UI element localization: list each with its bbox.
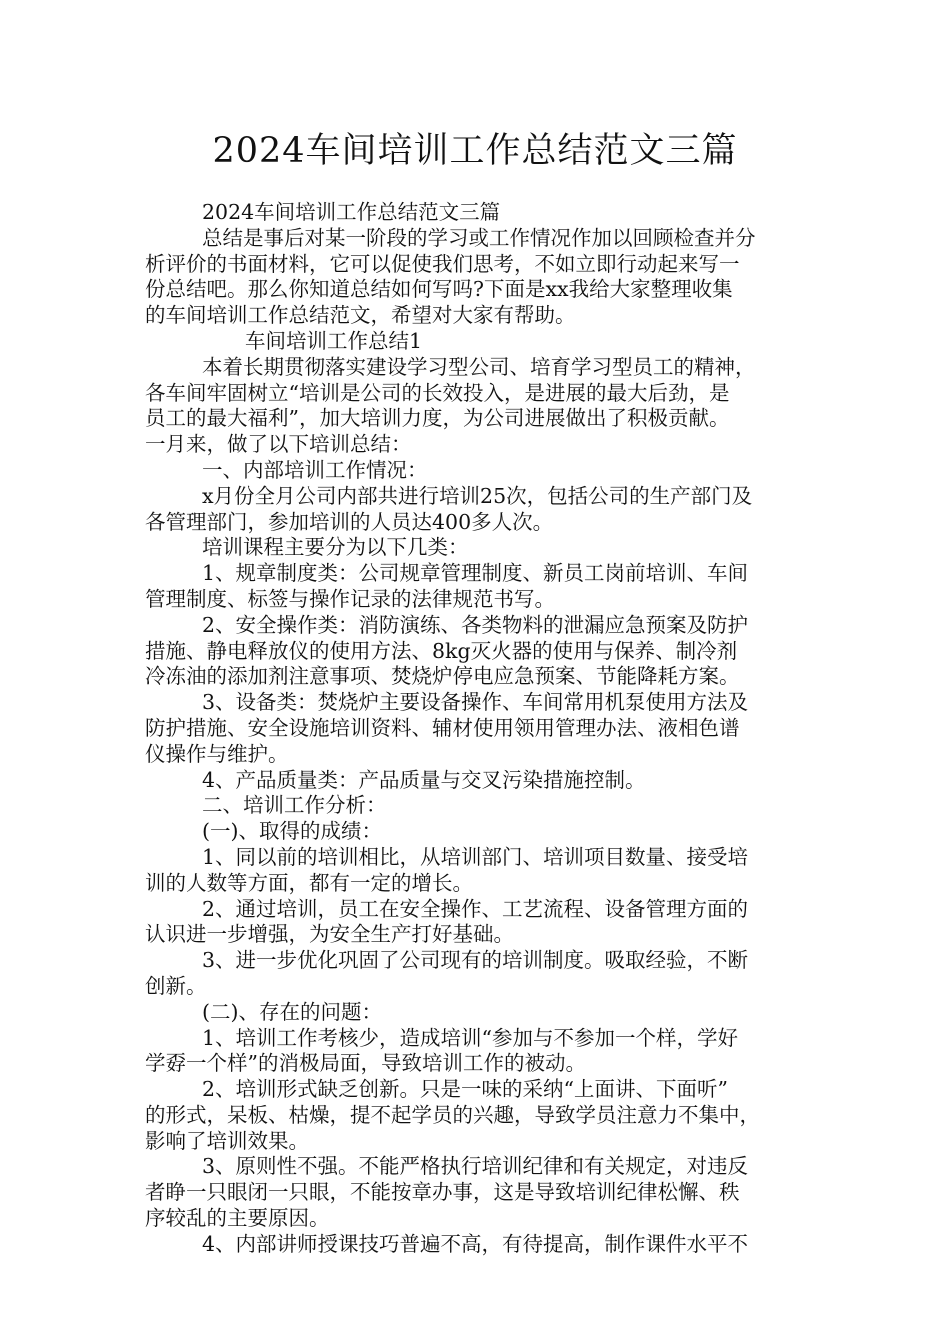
text-line: 一、内部培训工作情况： <box>202 457 428 482</box>
text-line: 3、原则性不强。不能严格执行培训纪律和有关规定，对违反 <box>202 1154 749 1179</box>
text-line: 本着长期贯彻落实建设学习型公司、培育学习型员工的精神， <box>202 354 756 379</box>
text-line: 影响了培训效果。 <box>145 1128 309 1153</box>
text-line: 管理制度、标签与操作记录的法律规范书写。 <box>145 586 555 611</box>
text-line: 措施、静电释放仪的使用方法、8kg灭火器的使用与保养、制冷剂 <box>145 638 738 663</box>
text-line: 序较乱的主要原因。 <box>145 1206 330 1231</box>
text-line: 冷冻油的添加剂注意事项、焚烧炉停电应急预案、节能降耗方案。 <box>145 664 740 689</box>
text-line: 2、通过培训，员工在安全操作、工艺流程、设备管理方面的 <box>202 896 749 921</box>
text-line: 1、培训工作考核少，造成培训“参加与不参加一个样，学好 <box>202 1025 739 1050</box>
text-line: 总结是事后对某一阶段的学习或工作情况作加以回顾检查并分 <box>202 225 756 250</box>
text-line: 认识进一步增强，为安全生产打好基础。 <box>145 922 514 947</box>
text-line: 培训课程主要分为以下几类： <box>202 535 469 560</box>
text-line: (一)、取得的成绩： <box>202 819 382 844</box>
text-line: 3、进一步优化巩固了公司现有的培训制度。吸取经验，不断 <box>202 948 749 973</box>
text-line: 防护措施、安全设施培训资料、辅材使用领用管理办法、液相色谱 <box>145 715 740 740</box>
text-line: 2、安全操作类：消防演练、各类物料的泄漏应急预案及防护 <box>202 612 749 637</box>
text-line: 一月来，做了以下培训总结： <box>145 432 412 457</box>
text-line: 1、规章制度类：公司规章管理制度、新员工岗前培训、车间 <box>202 561 749 586</box>
text-line: x月份全月公司内部共进行培训25次，包括公司的生产部门及 <box>202 483 753 508</box>
text-line: 训的人数等方面，都有一定的增长。 <box>145 870 473 895</box>
text-line: 析评价的书面材料，它可以促使我们思考，不如立即行动起来写一 <box>145 251 740 276</box>
text-line: (二)、存在的问题： <box>202 999 382 1024</box>
text-line: 的车间培训工作总结范文，希望对大家有帮助。 <box>145 303 576 328</box>
text-line: 者睁一只眼闭一只眼，不能按章办事，这是导致培训纪律松懈、秩 <box>145 1180 740 1205</box>
text-line: 4、内部讲师授课技巧普遍不高，有待提高，制作课件水平不 <box>202 1231 749 1256</box>
text-line: 4、产品质量类：产品质量与交叉污染措施控制。 <box>202 767 646 792</box>
text-line: 各管理部门，参加培训的人员达400多人次。 <box>145 509 554 534</box>
text-line: 各车间牢固树立“培训是公司的长效投入，是进展的最大后劲，是 <box>145 380 730 405</box>
text-line: 仪操作与维护。 <box>145 741 289 766</box>
text-line: 2024车间培训工作总结范文三篇 <box>202 200 501 224</box>
text-line: 份总结吧。那么你知道总结如何写吗?下面是xx我给大家整理收集 <box>145 277 733 302</box>
text-line: 3、设备类：焚烧炉主要设备操作、车间常用机泵使用方法及 <box>202 690 749 715</box>
text-line: 的形式，呆板、枯燥，提不起学员的兴趣，导致学员注意力不集中， <box>145 1102 760 1127</box>
document-body <box>145 200 813 1258</box>
text-line: 车间培训工作总结1 <box>245 328 423 353</box>
text-line: 2、培训形式缺乏创新。只是一味的采纳“上面讲、下面听” <box>202 1077 729 1102</box>
text-line: 员工的最大福利”，加大培训力度，为公司进展做出了积极贡献。 <box>145 406 730 431</box>
text-line: 创新。 <box>145 973 207 998</box>
document-title: 2024车间培训工作总结范文三篇 <box>212 131 738 171</box>
text-line: 学孬一个样”的消极局面，导致培训工作的被动。 <box>145 1051 586 1076</box>
text-line: 二、培训工作分析： <box>202 793 387 818</box>
text-line: 1、同以前的培训相比，从培训部门、培训项目数量、接受培 <box>202 844 749 869</box>
